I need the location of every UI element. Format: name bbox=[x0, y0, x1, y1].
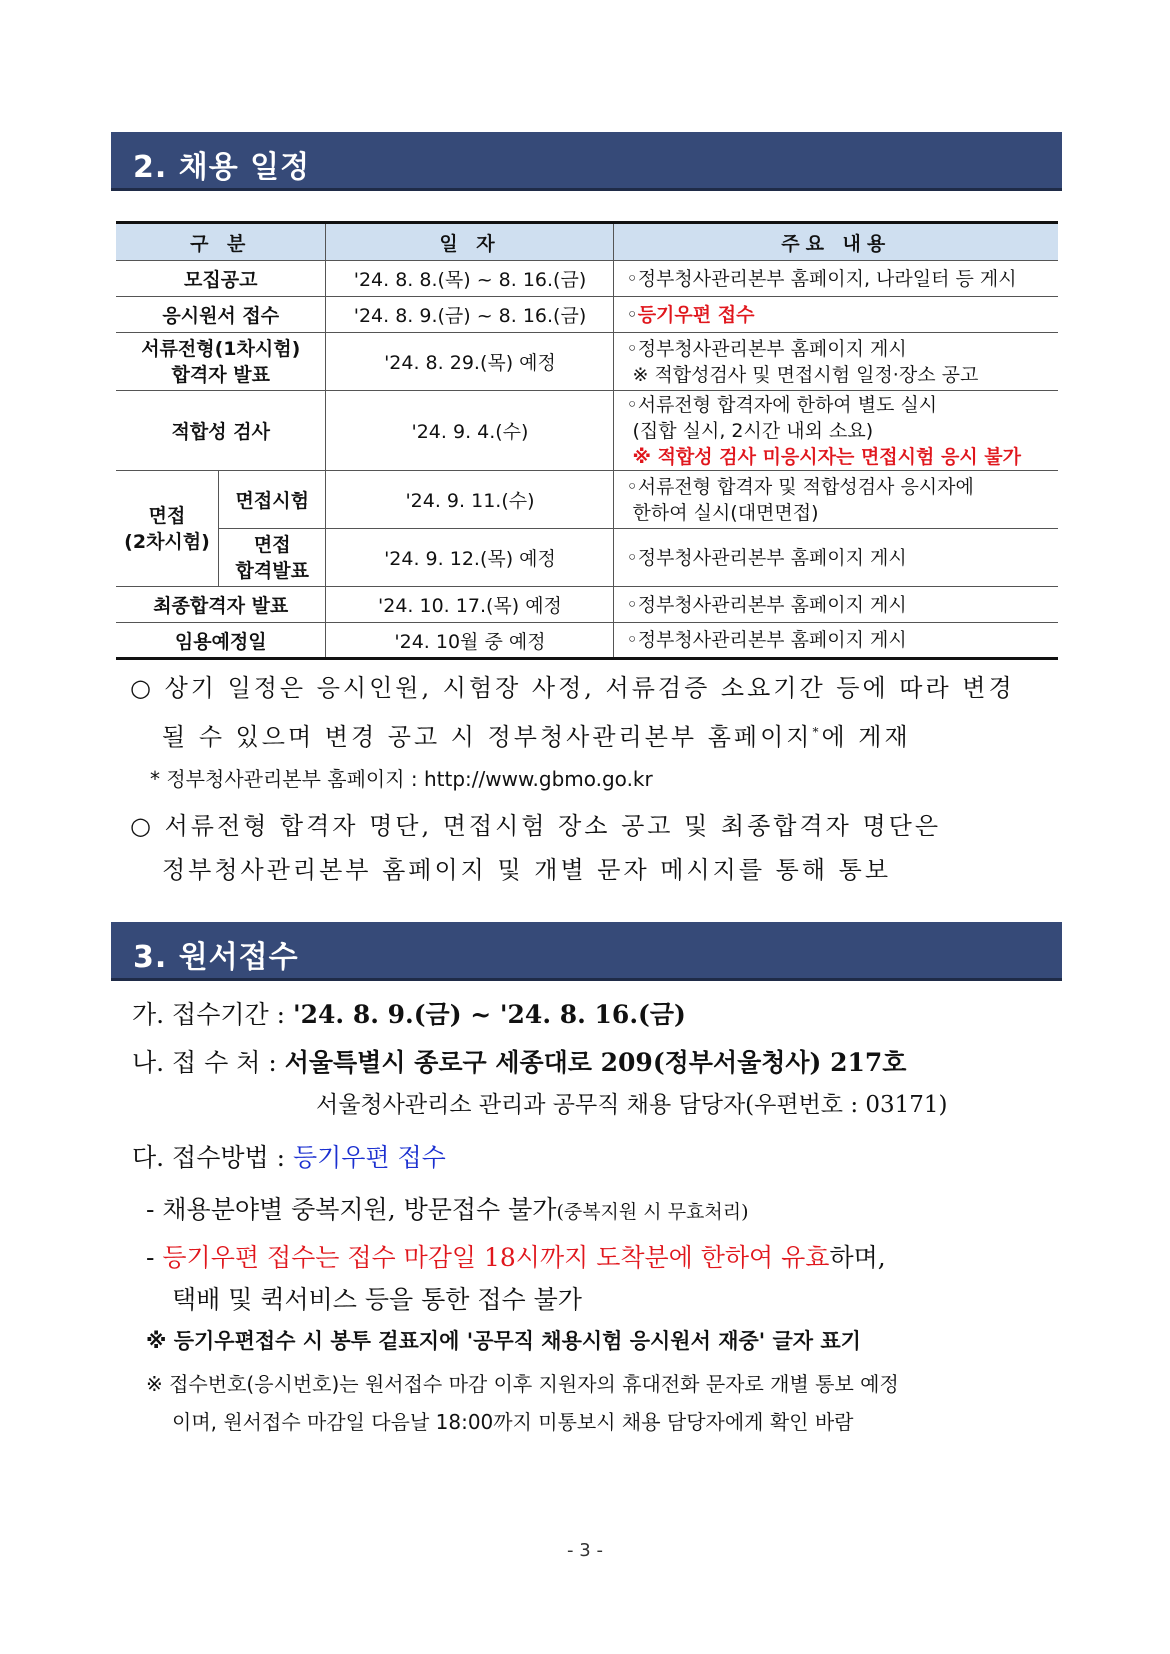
method-bullet-2-cont: 택배 및 퀵서비스 등을 통한 접수 불가 bbox=[172, 1285, 582, 1314]
deadline-warning: 등기우편 접수는 접수 마감일 18시까지 도착분에 한하여 유효 bbox=[162, 1243, 830, 1272]
method-bullet-2 bbox=[146, 1238, 886, 1274]
place-detail: 서울청사관리소 관리과 공무직 채용 담당자(우편번호 : 03171) bbox=[316, 1092, 948, 1118]
category-line: 서류전형(1차시험) bbox=[141, 337, 301, 360]
table-row bbox=[116, 471, 1058, 529]
row-date: '24. 9. 11.(수) bbox=[326, 471, 614, 529]
application-method bbox=[132, 1138, 446, 1174]
row-desc bbox=[614, 391, 1058, 471]
table-header-row bbox=[116, 223, 1058, 261]
page-number: - 3 - bbox=[567, 1540, 603, 1561]
application-period bbox=[132, 995, 686, 1031]
exam-number-note-cont: 이며, 원서접수 마감일 다음날 18:00까지 미통보시 채용 담당자에게 확인 바람 bbox=[172, 1410, 854, 1434]
group-line: 면접 bbox=[148, 504, 186, 527]
warning-line: ※ 적합성 검사 미응시자는 면접시험 응시 불가 bbox=[632, 445, 1022, 468]
desc-line: (집합 실시, 2시간 내외 소요) bbox=[632, 419, 874, 442]
method-value: 등기우편 접수 bbox=[292, 1143, 446, 1172]
row-category: 임용예정일 bbox=[116, 623, 326, 659]
header-content: 주요 내용 bbox=[614, 223, 1058, 261]
note-text: 될 수 있으며 변경 공고 시 정부청사관리본부 홈페이지 bbox=[162, 723, 813, 751]
table-row bbox=[116, 297, 1058, 333]
period-value: '24. 8. 9.(금) ~ '24. 8. 16.(금) bbox=[292, 1000, 686, 1029]
note-line bbox=[130, 710, 1015, 759]
table-row bbox=[116, 529, 1058, 587]
exam-number-note: ※ 접수번호(응시번호)는 원서접수 마감 이후 지원자의 휴대전화 문자로 개별 통보 예정 bbox=[146, 1372, 899, 1396]
note-line: ○ 상기 일정은 응시인원, 시험장 사정, 서류검증 소요기간 등에 따라 변경 bbox=[130, 674, 1015, 702]
desc-line: 한하여 실시(대면면접) bbox=[632, 501, 819, 524]
category-line: 합격자 발표 bbox=[171, 363, 270, 386]
row-desc: ◦정부청사관리본부 홈페이지, 나라일터 등 게시 bbox=[614, 261, 1058, 297]
section-header-application bbox=[111, 922, 1062, 981]
place-label: 나. 접 수 처 : bbox=[132, 1048, 285, 1077]
table-row bbox=[116, 623, 1058, 659]
application-place bbox=[132, 1043, 906, 1079]
envelope-note: ※ 등기우편접수 시 봉투 겉표지에 '공무직 채용시험 응시원서 재중' 글자 표기 bbox=[146, 1329, 861, 1353]
row-category: 모집공고 bbox=[116, 261, 326, 297]
row-category: 응시원서 접수 bbox=[116, 297, 326, 333]
category-line: 면접 bbox=[253, 533, 291, 556]
note-text: 에 게재 bbox=[821, 723, 911, 751]
row-date: '24. 9. 4.(수) bbox=[326, 391, 614, 471]
row-desc bbox=[614, 297, 1058, 333]
bullet-dash: - bbox=[146, 1243, 163, 1272]
group-line: (2차시험) bbox=[124, 530, 210, 553]
period-label: 가. 접수기간 : bbox=[132, 1000, 293, 1029]
row-category: 최종합격자 발표 bbox=[116, 587, 326, 623]
table-row bbox=[116, 391, 1058, 471]
header-date: 일 자 bbox=[326, 223, 614, 261]
bullet: ◦ bbox=[626, 303, 638, 326]
row-desc: ◦정부청사관리본부 홈페이지 게시 bbox=[614, 587, 1058, 623]
registered-mail-text: 등기우편 접수 bbox=[637, 303, 755, 326]
schedule-note-1 bbox=[130, 666, 1015, 759]
note-line: 정부청사관리본부 홈페이지 및 개별 문자 메시지를 통해 통보 bbox=[162, 856, 892, 884]
bullet-subtext: (중복지원 시 무효처리) bbox=[556, 1201, 749, 1223]
table-row bbox=[116, 333, 1058, 391]
footnote-marker: * bbox=[812, 725, 822, 739]
desc-line: ◦서류전형 합격자에 한하여 별도 실시 bbox=[626, 393, 938, 416]
bullet-text: 하며, bbox=[829, 1243, 886, 1272]
row-desc: ◦정부청사관리본부 홈페이지 게시 bbox=[614, 623, 1058, 659]
row-category: 면접시험 bbox=[219, 471, 326, 529]
schedule-table bbox=[116, 221, 1058, 660]
row-date: '24. 8. 9.(금) ~ 8. 16.(금) bbox=[326, 297, 614, 333]
row-category bbox=[116, 333, 326, 391]
row-date: '24. 10월 중 예정 bbox=[326, 623, 614, 659]
row-category bbox=[219, 529, 326, 587]
row-category: 적합성 검사 bbox=[116, 391, 326, 471]
desc-line: ※ 적합성검사 및 면접시험 일정·장소 공고 bbox=[632, 363, 979, 386]
row-date: '24. 8. 29.(목) 예정 bbox=[326, 333, 614, 391]
section-title: 2. 채용 일정 bbox=[133, 150, 311, 185]
row-desc bbox=[614, 333, 1058, 391]
section-title: 3. 원서접수 bbox=[133, 940, 299, 975]
desc-line: ◦정부청사관리본부 홈페이지 게시 bbox=[626, 337, 907, 360]
method-label: 다. 접수방법 : bbox=[132, 1143, 293, 1172]
row-date: '24. 10. 17.(목) 예정 bbox=[326, 587, 614, 623]
group-category bbox=[116, 471, 219, 587]
desc-line: ◦서류전형 합격자 및 적합성검사 응시자에 bbox=[626, 475, 974, 498]
row-date: '24. 9. 12.(목) 예정 bbox=[326, 529, 614, 587]
homepage-footnote: * 정부청사관리본부 홈페이지 : http://www.gbmo.go.kr bbox=[150, 767, 653, 791]
row-desc: ◦정부청사관리본부 홈페이지 게시 bbox=[614, 529, 1058, 587]
table-row bbox=[116, 587, 1058, 623]
row-desc bbox=[614, 471, 1058, 529]
schedule-note-2 bbox=[130, 804, 941, 892]
note-line: ○ 서류전형 합격자 명단, 면접시험 장소 공고 및 최종합격자 명단은 bbox=[130, 812, 942, 840]
bullet-text: - 채용분야별 중복지원, 방문접수 불가 bbox=[146, 1195, 557, 1224]
category-line: 합격발표 bbox=[235, 559, 309, 582]
section-header-schedule bbox=[111, 132, 1062, 191]
place-value: 서울특별시 종로구 세종대로 209(정부서울청사) 217호 bbox=[284, 1048, 907, 1077]
header-category: 구 분 bbox=[116, 223, 326, 261]
method-bullet-1 bbox=[146, 1190, 749, 1226]
row-date: '24. 8. 8.(목) ~ 8. 16.(금) bbox=[326, 261, 614, 297]
table-row bbox=[116, 261, 1058, 297]
